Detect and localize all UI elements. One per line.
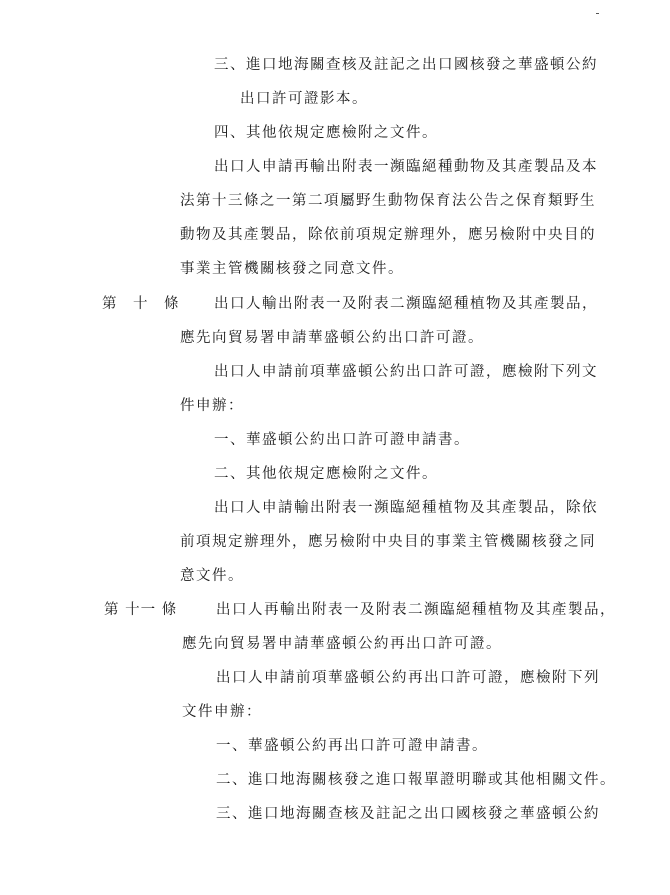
text-line: 前項規定辦理外，應另檢附中央目的事業主管機關核發之同 — [180, 534, 596, 550]
text-line: 出口人申請輸出附表一瀕臨絕種植物及其產製品，除依 — [214, 500, 598, 516]
text-line: 法第十三條之一第二項屬野生動物保育法公告之保育類野生 — [180, 193, 596, 209]
text-line: 出口人申請前項華盛頓公約出口許可證，應檢附下列文 — [214, 364, 598, 380]
text-line: 意文件。 — [180, 568, 244, 584]
text-line: 三、進口地海關查核及註記之出口國核發之華盛頓公約 — [214, 57, 598, 73]
text-line: 件申辦： — [180, 398, 244, 414]
text-line: 一、華盛頓公約再出口許可證申請書。 — [216, 738, 488, 754]
article-10-label: 第 十 條 — [102, 296, 180, 312]
text-line: 事業主管機關核發之同意文件。 — [180, 261, 404, 277]
text-line: 應先向貿易署申請華盛頓公約再出口許可證。 — [182, 636, 502, 652]
text-line: 出口人申請再輸出附表一瀕臨絕種動物及其產製品及本 — [214, 159, 598, 175]
text-line: 二、進口地海關核發之進口報單證明聯或其他相關文件。 — [216, 772, 616, 788]
text-line: 出口人再輸出附表一及附表二瀕臨絕種植物及其產製品， — [216, 602, 616, 618]
article-11-label: 第 十一 條 — [104, 602, 178, 618]
text-line: 二、其他依規定應檢附之文件。 — [214, 466, 438, 482]
text-line: 文件申辦： — [182, 704, 262, 720]
text-line: 出口人輸出附表一及附表二瀕臨絕種植物及其產製品， — [214, 296, 598, 312]
text-line: 四、其他依規定應檢附之文件。 — [214, 125, 438, 141]
text-line: 應先向貿易署申請華盛頓公約出口許可證。 — [180, 330, 484, 346]
text-line: 出口許可證影本。 — [240, 91, 368, 107]
text-line: 一、華盛頓公約出口許可證申請書。 — [214, 432, 470, 448]
text-line: 動物及其產製品，除依前項規定辦理外，應另檢附中央目的 — [180, 227, 596, 243]
scan-speck — [596, 13, 599, 14]
text-line: 三、進口地海關查核及註記之出口國核發之華盛頓公約 — [216, 806, 600, 822]
text-line: 出口人申請前項華盛頓公約再出口許可證，應檢附下列 — [216, 670, 600, 686]
